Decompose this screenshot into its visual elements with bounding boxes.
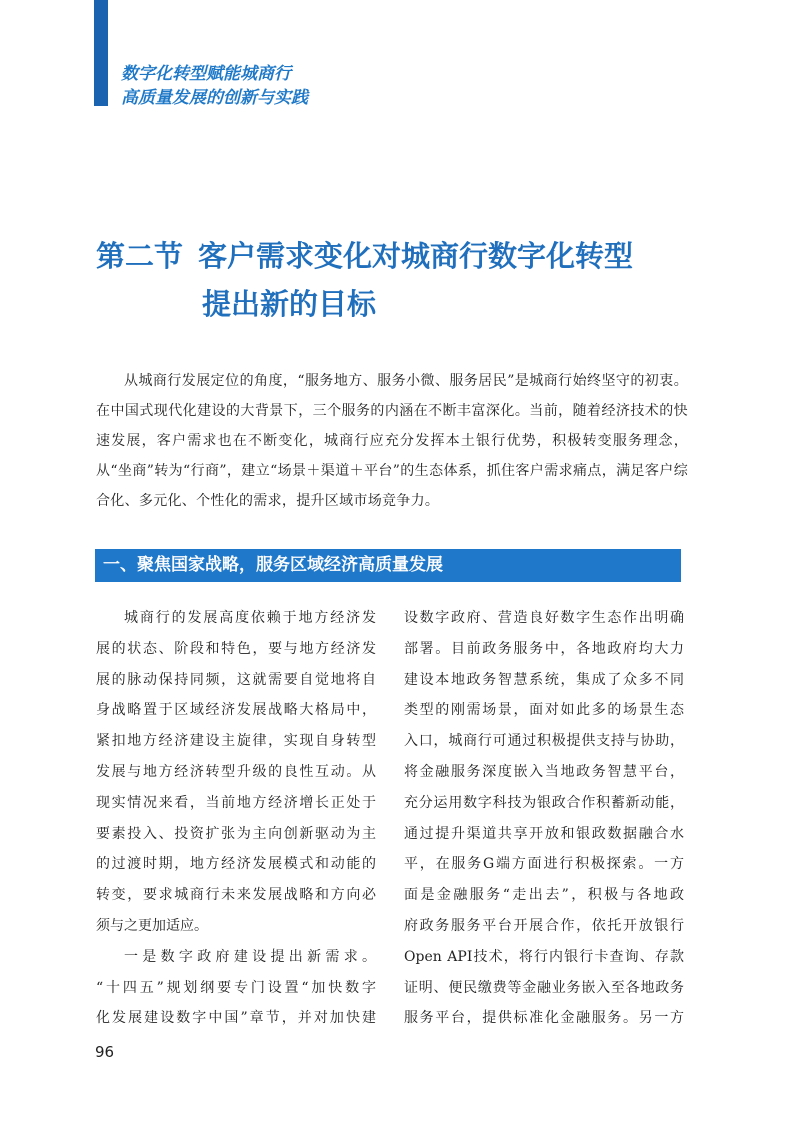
right-column-line: 面是金融服务“走出去”，积极与各地政 — [404, 887, 684, 904]
left-column-line: 发展与地方经济转型升级的良性互动。从 — [96, 763, 376, 780]
book-title-line1: 数字化转型赋能城商行 — [121, 64, 291, 84]
right-column-line: 府政务服务平台开展合作，依托开放银行 — [404, 917, 684, 934]
subsection-heading: 一、聚焦国家战略，服务区域经济高质量发展 — [95, 549, 681, 582]
section-title-line2: 提出新的目标 — [202, 287, 377, 321]
right-column — [404, 603, 684, 1034]
left-column-line: 须与之更加适应。 — [96, 917, 208, 934]
left-column — [96, 603, 376, 1034]
left-column-line: 展的脉动保持同频，这就需要自觉地将自 — [96, 671, 376, 688]
right-column-line: 部署。目前政务服务中，各地政府均大力 — [404, 640, 684, 657]
right-column-line: 服务平台，提供标准化金融服务。另一方 — [404, 1010, 684, 1027]
right-column-line: 入口，城商行可通过积极提供支持与协助， — [404, 733, 684, 750]
right-column-line: 平，在服务G端方面进行积极探索。一方 — [404, 856, 684, 873]
left-column-line: 现实情况来看，当前地方经济增长正处于 — [96, 794, 376, 811]
left-column-line: 身战略置于区域经济发展战略大格局中， — [96, 702, 376, 719]
book-title — [121, 62, 441, 110]
left-column-line: 紧扣地方经济建设主旋律，实现自身转型 — [96, 733, 376, 750]
right-column-line: 将金融服务深度嵌入当地政务智慧平台， — [404, 763, 684, 780]
left-column-line: 城商行的发展高度依赖于地方经济发 — [124, 610, 376, 626]
right-column-line: 证明、便民缴费等金融业务嵌入至各地政务 — [404, 979, 684, 996]
left-column-line: 一是数字政府建设提出新需求。 — [124, 948, 376, 965]
section-heading — [96, 232, 716, 328]
right-column-line: 设数字政府、营造良好数字生态作出明确 — [404, 610, 684, 626]
book-title-line2: 高质量发展的创新与实践 — [121, 88, 308, 108]
right-column-line: Open API技术，将行内银行卡查询、存款 — [404, 948, 684, 965]
right-column-line: 建设本地政务智慧系统，集成了众多不同 — [404, 671, 684, 688]
right-column-line: 充分运用数字科技为银政合作积蓄新动能， — [404, 794, 684, 811]
left-column-line: 转变，要求城商行未来发展战略和方向必 — [96, 887, 376, 904]
header-accent-bar — [94, 0, 108, 106]
left-column-line: 化发展建设数字中国”章节，并对加快建 — [96, 1010, 376, 1027]
left-column-line: “十四五”规划纲要专门设置“加快数字 — [96, 979, 376, 996]
page-number: 96 — [95, 1043, 115, 1061]
intro-block — [96, 366, 688, 516]
left-column-line: 展的状态、阶段和特色，要与地方经济发 — [96, 640, 376, 657]
intro-paragraph: 从城商行发展定位的角度，“服务地方、服务小微、服务居民”是城商行始终坚守的初衷。在中国式现代化建设的大背景下，三个服务的内涵在不断丰富深化。当前，随着经济技术的快速发展，客户需求也在不断变化，城商行应充分发挥本土银行优势，积极转变服务理念，从“坐商”转为“行商”，建立“场景＋渠道＋平台”的生态体系，抓住客户需求痛点，满足客户综合化、多元化、个性化的需求，提升区域市场竞争力。 — [96, 373, 688, 509]
right-column-line: 通过提升渠道共享开放和银政数据融合水 — [404, 825, 684, 842]
left-column-line: 的过渡时期，地方经济发展模式和动能的 — [96, 856, 376, 873]
section-number: 第二节 — [96, 239, 184, 273]
left-column-line: 要素投入、投资扩张为主向创新驱动为主 — [96, 825, 376, 842]
right-column-line: 类型的刚需场景，面对如此多的场景生态 — [404, 702, 684, 719]
section-title-line1: 客户需求变化对城商行数字化转型 — [198, 239, 634, 273]
